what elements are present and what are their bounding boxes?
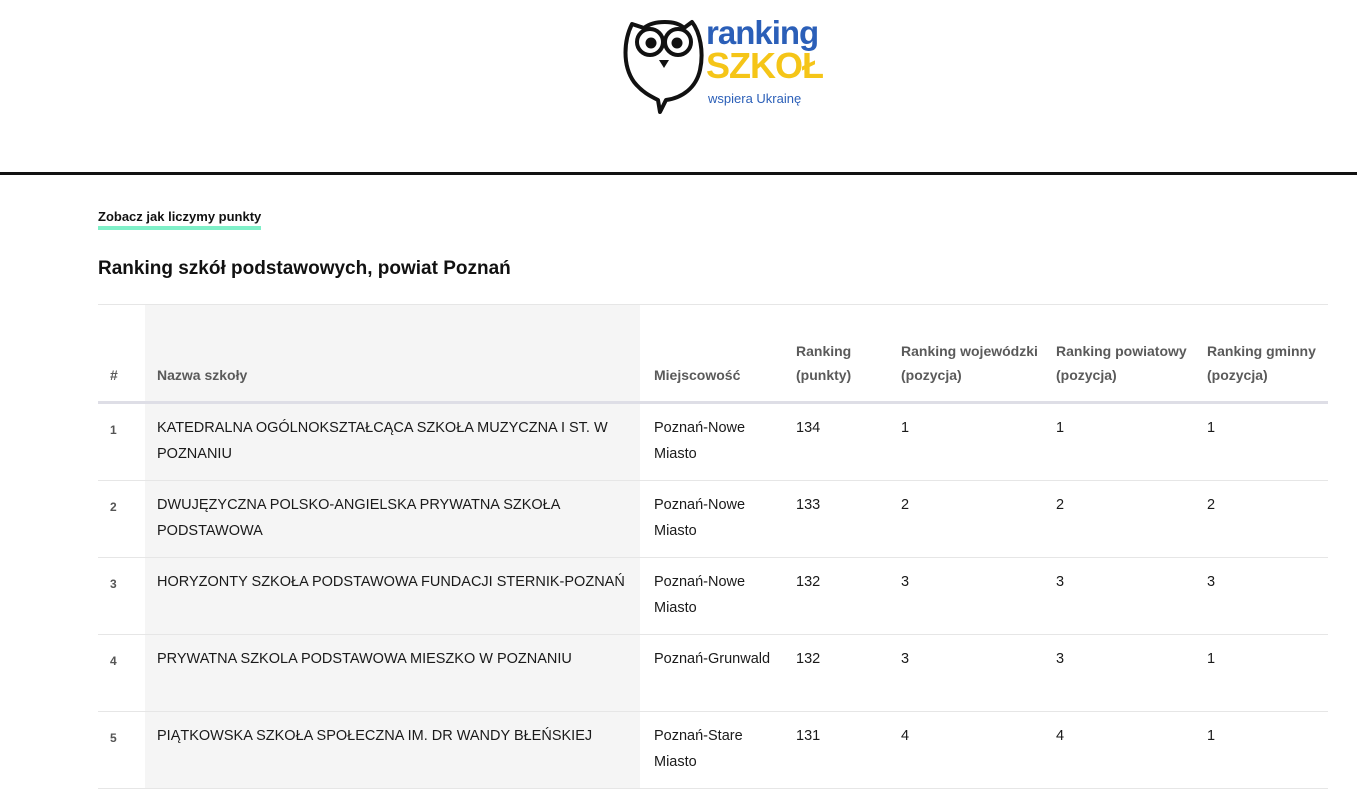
- column-header-school-name[interactable]: Nazwa szkoły: [145, 305, 640, 401]
- site-header: [0, 0, 1357, 172]
- site-logo[interactable]: [620, 10, 823, 118]
- voivodeship-rank: 1: [901, 420, 910, 436]
- points-method-link[interactable]: Zobacz jak liczymy punkty: [98, 209, 261, 230]
- row-number: 1: [110, 423, 117, 437]
- voivodeship-rank: 3: [901, 651, 910, 667]
- commune-rank: 1: [1207, 420, 1216, 436]
- city: Poznań-Nowe Miasto: [654, 574, 746, 616]
- county-rank: 3: [1056, 651, 1065, 667]
- county-rank: 4: [1056, 728, 1065, 744]
- column-header-county-rank[interactable]: Ranking powiatowy (pozycja): [1056, 343, 1187, 383]
- owl-icon: [620, 10, 710, 114]
- ranking-table: [98, 304, 1328, 789]
- logo-text-szkol: SZKOŁ: [706, 45, 823, 86]
- county-rank: 1: [1056, 420, 1065, 436]
- city: Poznań-Nowe Miasto: [654, 420, 746, 462]
- table-body: [98, 404, 1328, 789]
- table-row[interactable]: [98, 712, 1328, 789]
- city: Poznań-Stare Miasto: [654, 728, 743, 770]
- commune-rank: 1: [1207, 651, 1216, 667]
- voivodeship-rank: 3: [901, 574, 910, 590]
- row-number: 2: [110, 500, 117, 514]
- table-row[interactable]: [98, 481, 1328, 558]
- row-number: 4: [110, 654, 117, 668]
- column-header-voivodeship-rank[interactable]: Ranking wojewódzki (pozycja): [901, 343, 1038, 383]
- column-header-commune-rank[interactable]: Ranking gminny (pozycja): [1207, 343, 1316, 383]
- table-row[interactable]: [98, 635, 1328, 712]
- voivodeship-rank: 2: [901, 497, 910, 513]
- column-header-points[interactable]: Ranking (punkty): [796, 343, 852, 383]
- school-name[interactable]: HORYZONTY SZKOŁA PODSTAWOWA FUNDACJI STERNIK-POZNAŃ: [145, 558, 640, 634]
- school-name[interactable]: PIĄTKOWSKA SZKOŁA SPOŁECZNA IM. DR WANDY BŁEŃSKIEJ: [145, 712, 640, 788]
- commune-rank: 2: [1207, 497, 1216, 513]
- header-divider: [0, 172, 1357, 175]
- commune-rank: 3: [1207, 574, 1216, 590]
- table-row[interactable]: [98, 558, 1328, 635]
- row-number: 5: [110, 731, 117, 745]
- city: Poznań-Grunwald: [654, 651, 771, 667]
- voivodeship-rank: 4: [901, 728, 910, 744]
- city: Poznań-Nowe Miasto: [654, 497, 746, 539]
- column-header-number: #: [110, 367, 118, 383]
- school-name[interactable]: PRYWATNA SZKOLA PODSTAWOWA MIESZKO W POZNANIU: [145, 635, 640, 711]
- column-header-city[interactable]: Miejscowość: [654, 367, 741, 383]
- table-header: [98, 305, 1328, 404]
- row-number: 3: [110, 577, 117, 591]
- page-title: Ranking szkół podstawowych, powiat Poznań: [98, 258, 511, 279]
- points: 132: [796, 651, 821, 667]
- county-rank: 2: [1056, 497, 1065, 513]
- logo-text-ranking: ranking: [706, 14, 819, 51]
- county-rank: 3: [1056, 574, 1065, 590]
- points: 134: [796, 420, 821, 436]
- logo-tagline: wspiera Ukrainę: [708, 91, 802, 106]
- school-name[interactable]: KATEDRALNA OGÓLNOKSZTAŁCĄCA SZKOŁA MUZYCZNA I ST. W POZNANIU: [145, 404, 640, 480]
- points: 132: [796, 574, 821, 590]
- points: 131: [796, 728, 821, 744]
- commune-rank: 1: [1207, 728, 1216, 744]
- table-row[interactable]: [98, 404, 1328, 481]
- points: 133: [796, 497, 821, 513]
- school-name[interactable]: DWUJĘZYCZNA POLSKO-ANGIELSKA PRYWATNA SZKOŁA PODSTAWOWA: [145, 481, 640, 557]
